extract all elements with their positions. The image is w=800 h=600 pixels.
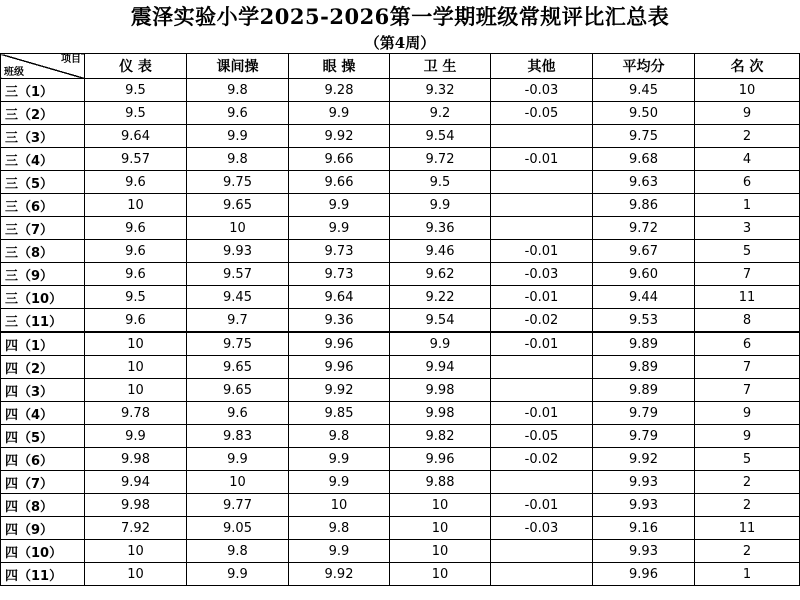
- class-cell: 四（9）: [1, 517, 85, 540]
- exercise-cell: 9.9: [187, 125, 289, 148]
- hygiene-cell: 9.5: [390, 171, 491, 194]
- table-row: [1, 448, 800, 471]
- rank-cell: 8: [695, 309, 800, 333]
- table-row: [1, 263, 800, 286]
- class-cell: 四（11）: [1, 563, 85, 586]
- average-cell: 9.89: [593, 356, 695, 379]
- average-cell: 9.63: [593, 171, 695, 194]
- exercise-cell: 9.6: [187, 102, 289, 125]
- rank-cell: 7: [695, 356, 800, 379]
- other-cell: -0.01: [491, 494, 593, 517]
- other-cell: -0.01: [491, 240, 593, 263]
- average-cell: 9.45: [593, 79, 695, 102]
- average-cell: 9.72: [593, 217, 695, 240]
- rank-cell: 9: [695, 402, 800, 425]
- table-row: [1, 148, 800, 171]
- other-cell: [491, 194, 593, 217]
- table-row: [1, 102, 800, 125]
- average-cell: 9.50: [593, 102, 695, 125]
- rank-cell: 7: [695, 379, 800, 402]
- average-cell: 9.79: [593, 402, 695, 425]
- exercise-cell: 9.45: [187, 286, 289, 309]
- hygiene-cell: 9.32: [390, 79, 491, 102]
- class-cell: 四（5）: [1, 425, 85, 448]
- table-row: [1, 540, 800, 563]
- rank-cell: 11: [695, 517, 800, 540]
- other-cell: [491, 356, 593, 379]
- eye-exercise-cell: 9.9: [289, 217, 390, 240]
- average-cell: 9.93: [593, 494, 695, 517]
- eye-exercise-cell: 9.9: [289, 194, 390, 217]
- average-cell: 9.93: [593, 471, 695, 494]
- appearance-cell: 9.78: [85, 402, 187, 425]
- hygiene-cell: 10: [390, 540, 491, 563]
- other-cell: -0.01: [491, 332, 593, 356]
- rank-cell: 5: [695, 448, 800, 471]
- eye-exercise-cell: 9.28: [289, 79, 390, 102]
- appearance-cell: 9.57: [85, 148, 187, 171]
- hygiene-cell: 9.88: [390, 471, 491, 494]
- class-cell: 四（3）: [1, 379, 85, 402]
- table-row: [1, 332, 800, 356]
- other-cell: [491, 379, 593, 402]
- eye-exercise-cell: 9.64: [289, 286, 390, 309]
- table-row: [1, 309, 800, 333]
- exercise-cell: 9.8: [187, 540, 289, 563]
- average-cell: 9.92: [593, 448, 695, 471]
- rank-cell: 11: [695, 286, 800, 309]
- score-table: [0, 53, 800, 586]
- appearance-cell: 9.5: [85, 79, 187, 102]
- hygiene-cell: 9.94: [390, 356, 491, 379]
- other-cell: [491, 125, 593, 148]
- corner-class-label: 班级: [4, 67, 24, 78]
- class-cell: 四（8）: [1, 494, 85, 517]
- class-cell: 四（6）: [1, 448, 85, 471]
- exercise-cell: 9.75: [187, 171, 289, 194]
- appearance-cell: 7.92: [85, 517, 187, 540]
- exercise-cell: 9.7: [187, 309, 289, 333]
- appearance-cell: 9.98: [85, 448, 187, 471]
- exercise-cell: 9.65: [187, 379, 289, 402]
- rank-cell: 2: [695, 125, 800, 148]
- hygiene-cell: 9.54: [390, 309, 491, 333]
- class-cell: 三（7）: [1, 217, 85, 240]
- average-cell: 9.79: [593, 425, 695, 448]
- class-cell: 三（1）: [1, 79, 85, 102]
- other-cell: -0.05: [491, 102, 593, 125]
- hygiene-cell: 9.98: [390, 379, 491, 402]
- table-row: [1, 217, 800, 240]
- table-row: [1, 471, 800, 494]
- exercise-cell: 9.8: [187, 79, 289, 102]
- class-cell: 三（2）: [1, 102, 85, 125]
- rank-cell: 3: [695, 217, 800, 240]
- table-body: [1, 79, 800, 586]
- exercise-cell: 9.9: [187, 563, 289, 586]
- eye-exercise-cell: 9.36: [289, 309, 390, 333]
- column-header-eye-exercise: 眼 操: [289, 54, 390, 79]
- exercise-cell: 9.9: [187, 448, 289, 471]
- rank-cell: 7: [695, 263, 800, 286]
- appearance-cell: 9.6: [85, 309, 187, 333]
- appearance-cell: 10: [85, 379, 187, 402]
- average-cell: 9.89: [593, 379, 695, 402]
- eye-exercise-cell: 9.92: [289, 563, 390, 586]
- hygiene-cell: 10: [390, 494, 491, 517]
- other-cell: -0.02: [491, 448, 593, 471]
- rank-cell: 6: [695, 332, 800, 356]
- exercise-cell: 9.05: [187, 517, 289, 540]
- exercise-cell: 10: [187, 217, 289, 240]
- appearance-cell: 9.64: [85, 125, 187, 148]
- table-row: [1, 79, 800, 102]
- corner-item-label: 项目: [61, 54, 81, 65]
- page-subtitle: （第4周）: [364, 34, 436, 52]
- average-cell: 9.60: [593, 263, 695, 286]
- corner-header-cell: [1, 54, 85, 79]
- other-cell: -0.03: [491, 79, 593, 102]
- exercise-cell: 9.65: [187, 194, 289, 217]
- rank-cell: 6: [695, 171, 800, 194]
- average-cell: 9.96: [593, 563, 695, 586]
- page-title: 震泽实验小学2025-2026第一学期班级常规评比汇总表: [130, 4, 670, 29]
- exercise-cell: 9.6: [187, 402, 289, 425]
- eye-exercise-cell: 9.92: [289, 379, 390, 402]
- average-cell: 9.86: [593, 194, 695, 217]
- exercise-cell: 9.75: [187, 332, 289, 356]
- class-cell: 三（5）: [1, 171, 85, 194]
- class-cell: 四（1）: [1, 332, 85, 356]
- average-cell: 9.89: [593, 332, 695, 356]
- appearance-cell: 9.98: [85, 494, 187, 517]
- eye-exercise-cell: 9.9: [289, 102, 390, 125]
- appearance-cell: 9.9: [85, 425, 187, 448]
- other-cell: [491, 563, 593, 586]
- appearance-cell: 9.6: [85, 240, 187, 263]
- eye-exercise-cell: 10: [289, 494, 390, 517]
- rank-cell: 2: [695, 494, 800, 517]
- class-cell: 四（2）: [1, 356, 85, 379]
- rank-cell: 5: [695, 240, 800, 263]
- eye-exercise-cell: 9.66: [289, 148, 390, 171]
- other-cell: -0.03: [491, 517, 593, 540]
- table-row: [1, 563, 800, 586]
- column-header-average: 平均分: [593, 54, 695, 79]
- rank-cell: 4: [695, 148, 800, 171]
- rank-cell: 9: [695, 102, 800, 125]
- table-row: [1, 125, 800, 148]
- class-cell: 三（11）: [1, 309, 85, 333]
- eye-exercise-cell: 9.9: [289, 471, 390, 494]
- table-row: [1, 171, 800, 194]
- exercise-cell: 9.8: [187, 148, 289, 171]
- appearance-cell: 9.6: [85, 263, 187, 286]
- eye-exercise-cell: 9.96: [289, 356, 390, 379]
- other-cell: -0.01: [491, 148, 593, 171]
- table-row: [1, 517, 800, 540]
- appearance-cell: 10: [85, 563, 187, 586]
- rank-cell: 1: [695, 194, 800, 217]
- eye-exercise-cell: 9.85: [289, 402, 390, 425]
- column-header-rank: 名 次: [695, 54, 800, 79]
- appearance-cell: 9.5: [85, 102, 187, 125]
- other-cell: -0.02: [491, 309, 593, 333]
- eye-exercise-cell: 9.66: [289, 171, 390, 194]
- rank-cell: 10: [695, 79, 800, 102]
- column-header-exercise: 课间操: [187, 54, 289, 79]
- average-cell: 9.75: [593, 125, 695, 148]
- average-cell: 9.53: [593, 309, 695, 333]
- table-row: [1, 356, 800, 379]
- hygiene-cell: 9.98: [390, 402, 491, 425]
- average-cell: 9.68: [593, 148, 695, 171]
- class-cell: 三（4）: [1, 148, 85, 171]
- hygiene-cell: 9.72: [390, 148, 491, 171]
- column-header-hygiene: 卫 生: [390, 54, 491, 79]
- exercise-cell: 10: [187, 471, 289, 494]
- hygiene-cell: 9.36: [390, 217, 491, 240]
- other-cell: -0.01: [491, 286, 593, 309]
- hygiene-cell: 9.9: [390, 332, 491, 356]
- rank-cell: 9: [695, 425, 800, 448]
- rank-cell: 2: [695, 540, 800, 563]
- class-cell: 三（8）: [1, 240, 85, 263]
- hygiene-cell: 9.82: [390, 425, 491, 448]
- hygiene-cell: 9.22: [390, 286, 491, 309]
- class-cell: 三（9）: [1, 263, 85, 286]
- table-row: [1, 425, 800, 448]
- appearance-cell: 9.6: [85, 217, 187, 240]
- appearance-cell: 9.5: [85, 286, 187, 309]
- table-row: [1, 194, 800, 217]
- class-cell: 三（3）: [1, 125, 85, 148]
- appearance-cell: 10: [85, 332, 187, 356]
- table-row: [1, 494, 800, 517]
- eye-exercise-cell: 9.92: [289, 125, 390, 148]
- average-cell: 9.16: [593, 517, 695, 540]
- hygiene-cell: 9.9: [390, 194, 491, 217]
- average-cell: 9.67: [593, 240, 695, 263]
- eye-exercise-cell: 9.73: [289, 240, 390, 263]
- hygiene-cell: 9.54: [390, 125, 491, 148]
- table-row: [1, 240, 800, 263]
- other-cell: [491, 217, 593, 240]
- table-row: [1, 379, 800, 402]
- column-header-appearance: 仪 表: [85, 54, 187, 79]
- class-cell: 三（6）: [1, 194, 85, 217]
- hygiene-cell: 9.62: [390, 263, 491, 286]
- hygiene-cell: 9.96: [390, 448, 491, 471]
- column-header-other: 其他: [491, 54, 593, 79]
- exercise-cell: 9.83: [187, 425, 289, 448]
- class-cell: 四（4）: [1, 402, 85, 425]
- exercise-cell: 9.65: [187, 356, 289, 379]
- other-cell: [491, 171, 593, 194]
- hygiene-cell: 10: [390, 563, 491, 586]
- exercise-cell: 9.93: [187, 240, 289, 263]
- appearance-cell: 9.94: [85, 471, 187, 494]
- appearance-cell: 10: [85, 356, 187, 379]
- other-cell: -0.01: [491, 402, 593, 425]
- class-cell: 四（7）: [1, 471, 85, 494]
- hygiene-cell: 9.2: [390, 102, 491, 125]
- table-row: [1, 286, 800, 309]
- eye-exercise-cell: 9.9: [289, 540, 390, 563]
- hygiene-cell: 10: [390, 517, 491, 540]
- table-row: [1, 402, 800, 425]
- appearance-cell: 10: [85, 540, 187, 563]
- other-cell: -0.05: [491, 425, 593, 448]
- hygiene-cell: 9.46: [390, 240, 491, 263]
- eye-exercise-cell: 9.8: [289, 425, 390, 448]
- table-header-row: [1, 54, 800, 79]
- other-cell: -0.03: [491, 263, 593, 286]
- average-cell: 9.44: [593, 286, 695, 309]
- exercise-cell: 9.77: [187, 494, 289, 517]
- eye-exercise-cell: 9.9: [289, 448, 390, 471]
- exercise-cell: 9.57: [187, 263, 289, 286]
- eye-exercise-cell: 9.96: [289, 332, 390, 356]
- class-cell: 三（10）: [1, 286, 85, 309]
- eye-exercise-cell: 9.73: [289, 263, 390, 286]
- class-cell: 四（10）: [1, 540, 85, 563]
- appearance-cell: 9.6: [85, 171, 187, 194]
- other-cell: [491, 471, 593, 494]
- rank-cell: 2: [695, 471, 800, 494]
- appearance-cell: 10: [85, 194, 187, 217]
- other-cell: [491, 540, 593, 563]
- rank-cell: 1: [695, 563, 800, 586]
- eye-exercise-cell: 9.8: [289, 517, 390, 540]
- average-cell: 9.93: [593, 540, 695, 563]
